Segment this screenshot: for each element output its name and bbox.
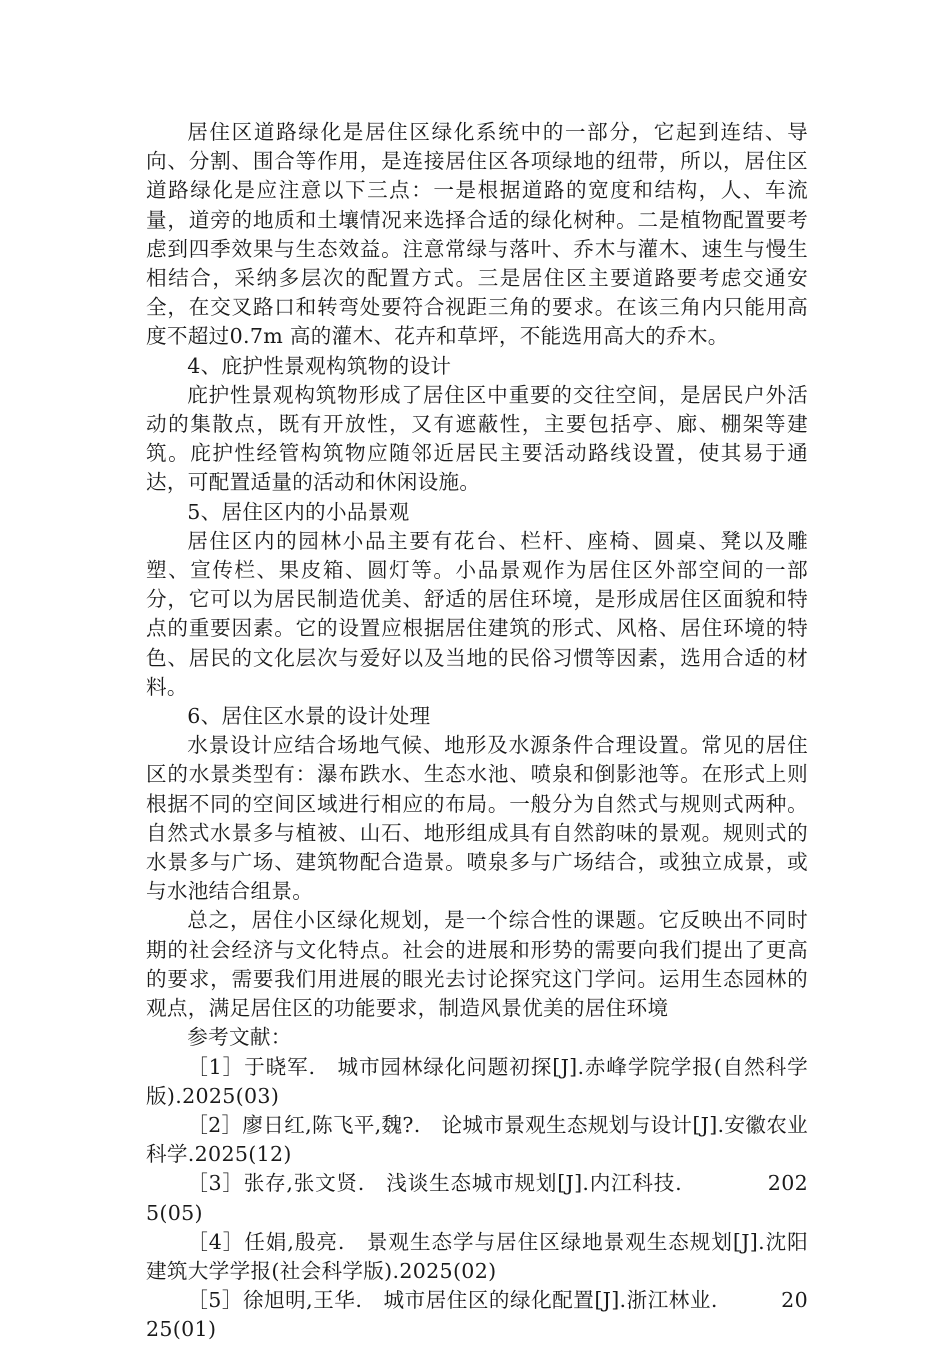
paragraph-road-greening: 居住区道路绿化是居住区绿化系统中的一部分，它起到连结、导向、分割、围合等作用，是连接居住区各项绿地的纽带，所以，居住区道路绿化是应注意以下三点：一是根据道路的宽度和结构，人、车流量，道旁的地质和土壤情况来选择合适的绿化树种。二是植物配置要考虑到四季效果与生态效益。注意常绿与落叶、乔木与灌木、速生与慢生相结合，采纳多层次的配置方式。三是居住区主要道路要考虑交通安全，在交叉路口和转弯处要符合视距三角的要求。在该三角内只能用高度不超过0.7m 高的灌木、花卉和草坪，不能选用高大的乔木。 <box>146 120 808 349</box>
reference-item-3: ［3］张存,张文贤. 浅谈生态城市规划[J].内江科技. 2025(05) <box>146 1171 808 1225</box>
section-heading-6: 6、居住区水景的设计处理 <box>187 704 431 729</box>
document-body <box>146 118 808 1345</box>
paragraph-shelter-structures: 庇护性景观构筑物形成了居住区中重要的交往空间，是居民户外活动的集散点，既有开放性，又有遮蔽性，主要包括亭、廊、棚架等建筑。庇护性经管构筑物应随邻近居民主要活动路线设置，使其易于通达，可配置适量的活动和休闲设施。 <box>146 382 808 495</box>
reference-item-4: ［4］任娟,殷亮. 景观生态学与居住区绿地景观生态规划[J].沈阳建筑大学学报(社会科学版).2025(02) <box>146 1229 808 1283</box>
reference-item-2: ［2］廖日红,陈飞平,魏?. 论城市景观生态规划与设计[J].安徽农业科学.2025(12) <box>146 1112 808 1167</box>
section-heading-5: 5、居住区内的小品景观 <box>187 499 410 524</box>
reference-item-5: ［5］徐旭明,王华. 城市居住区的绿化配置[J].浙江林业. 2025(01) <box>146 1288 808 1342</box>
paragraph-landscape-features: 居住区内的园林小品主要有花台、栏杆、座椅、圆桌、凳以及雕塑、宣传栏、果皮箱、圆灯等。小品景观作为居住区外部空间的一部分，它可以为居民制造优美、舒适的居住环境，是形成居住区面貌和特点的重要因素。它的设置应根据居住建筑的形式、风格、居住环境的特色、居民的文化层次与爱好以及当地的民俗习惯等因素，选用合适的材料。 <box>146 528 808 699</box>
paragraph-waterscape: 水景设计应结合场地气候、地形及水源条件合理设置。常见的居住区的水景类型有：瀑布跌水、生态水池、喷泉和倒影池等。在形式上则根据不同的空间区域进行相应的布局。一般分为自然式与规则式两种。自然式水景多与植被、山石、地形组成具有自然韵味的景观。规则式的水景多与广场、建筑物配合造景。喷泉多与广场结合，或独立成景，或与水池结合组景。 <box>146 733 808 904</box>
references-title: 参考文献： <box>187 1025 292 1050</box>
section-heading-4: 4、庇护性景观构筑物的设计 <box>187 353 452 378</box>
paragraph-conclusion: 总之，居住小区绿化规划，是一个综合性的课题。它反映出不同时期的社会经济与文化特点。社会的进展和形势的需要向我们提出了更高的要求，需要我们用进展的眼光去讨论探究这门学问。运用生态园林的观点，满足居住区的功能要求，制造风景优美的居住环境 <box>146 908 808 1021</box>
reference-item-1: ［1］于晓军. 城市园林绿化问题初探[J].赤峰学院学报(自然科学版).2025(03) <box>146 1054 808 1108</box>
